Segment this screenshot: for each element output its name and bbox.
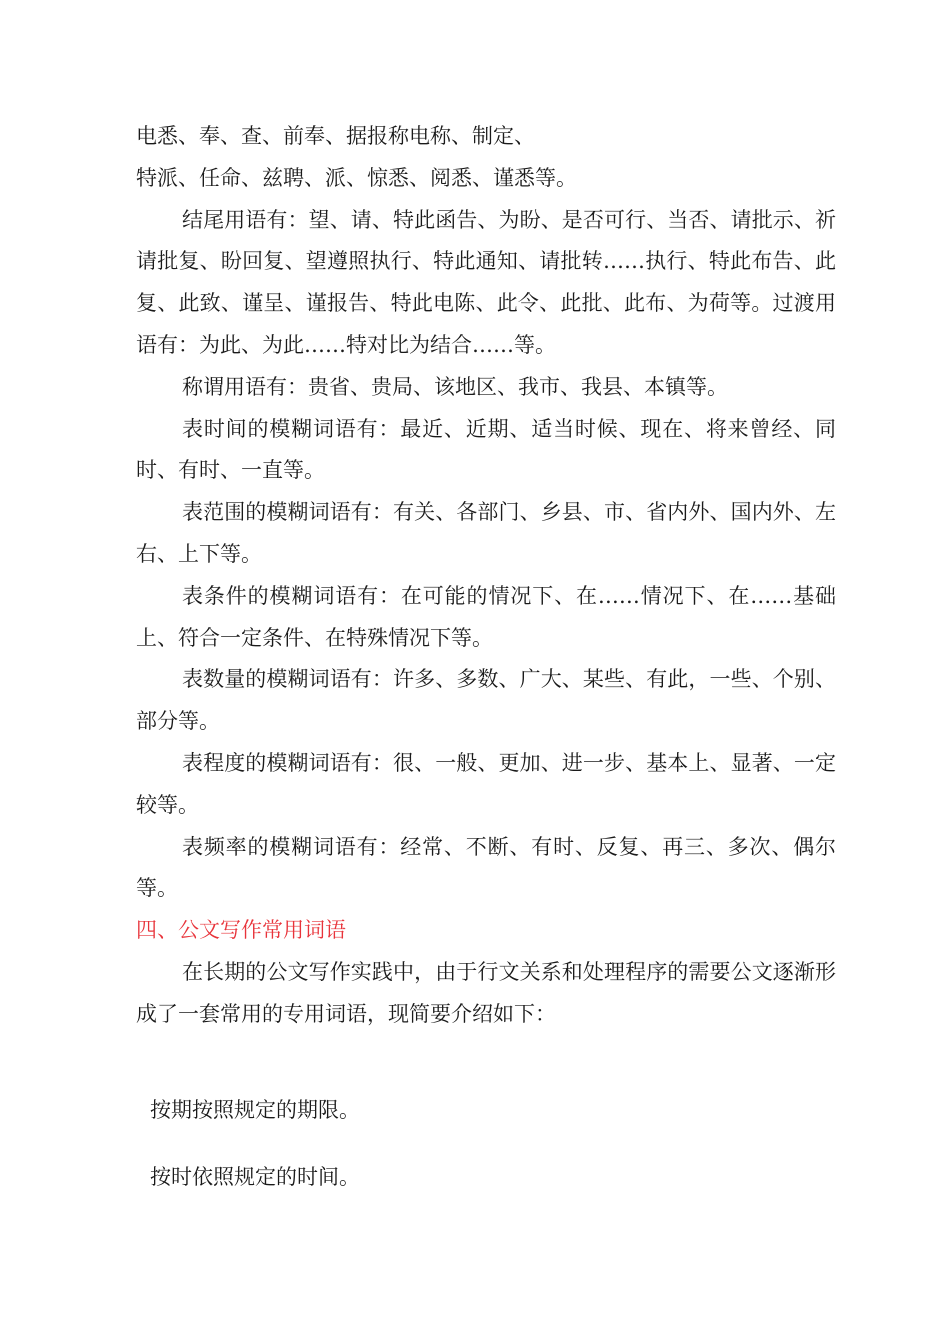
paragraph-frequency-terms: 表频率的模糊词语有：经常、不断、有时、反复、再三、多次、偶尔等。	[136, 834, 836, 901]
paragraph-condition-terms: 表条件的模糊词语有：在可能的情况下、在……情况下、在……基础上、符合一定条件、在特殊情况下等。	[136, 583, 836, 650]
term-item: 按时依照规定的时间。	[150, 1165, 360, 1189]
paragraph-greeting-terms-line2: 特派、任命、兹聘、派、惊悉、阅悉、谨悉等。	[136, 165, 577, 190]
paragraph-scope-terms: 表范围的模糊词语有：有关、各部门、乡县、市、省内外、国内外、左右、上下等。	[136, 500, 836, 566]
paragraph-greeting-terms-line1: 电悉、奉、查、前奉、据报称电称、制定、	[136, 124, 535, 148]
section-intro: 在长期的公文写作实践中，由于行文关系和处理程序的需要公文逐渐形成了一套常用的专用词语，现简要介绍如下：	[136, 959, 836, 1026]
section-heading: 四、公文写作常用词语	[136, 918, 346, 943]
document-body	[136, 116, 836, 1036]
paragraph-time-terms: 表时间的模糊词语有：最近、近期、适当时候、现在、将来曾经、同时、有时、一直等。	[136, 416, 836, 483]
term-item: 按期按照规定的期限。	[150, 1098, 360, 1122]
paragraph-closing-terms: 结尾用语有：望、请、特此函告、为盼、是否可行、当否、请批示、祈请批复、盼回复、望遵照执行、特此通知、请批转……执行、特此布告、此复、此致、谨呈、谨报告、特此电陈、此令、此批、此布、为荷等。过渡用语有：为此、为此……特对比为结合……等。	[136, 207, 836, 357]
paragraph-address-terms: 称谓用语有：贵省、贵局、该地区、我市、我县、本镇等。	[182, 374, 728, 399]
paragraph-quantity-terms: 表数量的模糊词语有：许多、多数、广大、某些、有此，一些、个别、部分等。	[136, 667, 836, 734]
paragraph-degree-terms: 表程度的模糊词语有：很、一般、更加、进一步、基本上、显著、一定较等。	[136, 750, 836, 817]
